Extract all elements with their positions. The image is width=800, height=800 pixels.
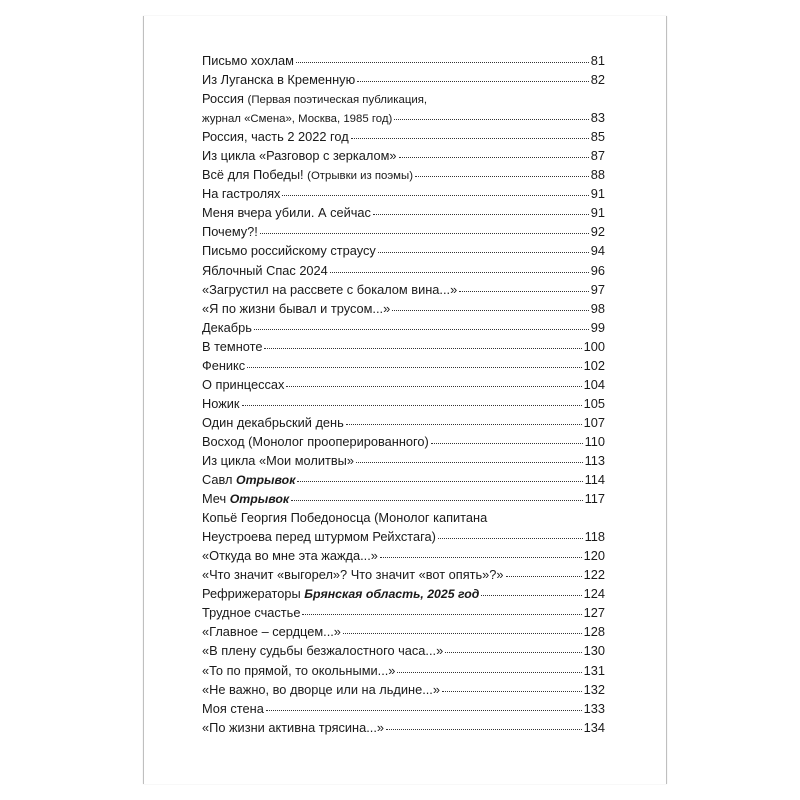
toc-entry-page: 100 [583, 338, 605, 354]
toc-entry-page: 124 [583, 586, 605, 602]
toc-entry-page: 133 [583, 700, 605, 716]
toc-entry [202, 546, 605, 565]
toc-entry-page: 134 [583, 719, 605, 735]
toc-entry-title: «Я по жизни бывал и трусом...» [202, 300, 391, 316]
dot-leader [286, 386, 581, 387]
toc-entry-note: (Первая поэтическая публикация, [247, 94, 428, 107]
toc-entry-page: 113 [584, 452, 605, 468]
dot-leader [373, 214, 589, 215]
dot-leader [356, 462, 583, 463]
toc-entry-continuation: Неустроева перед штурмом Рейхстага) [202, 529, 436, 545]
dot-leader [254, 329, 589, 330]
dot-leader [296, 62, 589, 63]
toc-entry-page: 85 [590, 129, 605, 145]
dot-leader [302, 614, 581, 615]
toc-entry-page: 87 [590, 148, 605, 164]
toc-entry-title: «Загрустил на рассвете с бокалом вина...» [202, 281, 458, 297]
dot-leader [282, 195, 588, 196]
toc-entry-page: 102 [583, 357, 605, 373]
toc-entry [202, 527, 605, 546]
toc-entry [202, 451, 605, 470]
toc-entry-page: 110 [584, 433, 605, 449]
toc-entry-page: 82 [590, 72, 605, 88]
toc-entry [202, 127, 605, 146]
toc-entry [202, 622, 605, 641]
dot-leader [351, 138, 589, 139]
toc-entry-title: Моя стена [202, 700, 264, 716]
toc-entry-page: 118 [584, 529, 605, 545]
toc-entry [202, 184, 605, 203]
toc-entry [202, 489, 605, 508]
toc-entry [202, 565, 605, 584]
toc-entry-page: 131 [583, 662, 605, 678]
toc-entry-title: Один декабрьский день [202, 414, 344, 430]
dot-leader [291, 500, 582, 501]
dot-leader [459, 291, 589, 292]
toc-entry-title: Россия [202, 91, 244, 107]
toc-entry-page: 92 [590, 224, 605, 240]
toc-entry-title: Савл [202, 472, 233, 488]
toc-entry [202, 718, 605, 737]
toc-entry-title: Россия, часть 2 2022 год [202, 129, 349, 145]
toc-entry-subtitle: Отрывок [229, 492, 290, 507]
toc-entry-page: 132 [583, 681, 605, 697]
toc-entry-title: О принцессах [202, 376, 285, 392]
toc-entry-subtitle: Отрывок [236, 473, 296, 488]
table-of-contents [202, 51, 605, 737]
toc-entry-title: Из Луганска в Кременную [202, 72, 356, 88]
toc-entry [202, 470, 605, 489]
toc-entry-page: 122 [583, 567, 605, 583]
toc-entry [202, 432, 605, 451]
toc-entry-page: 97 [590, 281, 605, 297]
toc-entry-page: 99 [590, 319, 605, 335]
toc-entry-title: «По жизни активна трясина...» [202, 719, 385, 735]
toc-entry-title: Декабрь [202, 319, 252, 335]
toc-entry-title: Из цикла «Разговор с зеркалом» [202, 148, 397, 164]
toc-entry-title: Из цикла «Мои молитвы» [202, 452, 354, 468]
toc-entry [202, 337, 605, 356]
dot-leader [357, 81, 589, 82]
toc-entry-title: Рефрижераторы [202, 586, 301, 602]
toc-entry [202, 241, 605, 260]
dot-leader [264, 348, 581, 349]
toc-entry-page: 105 [583, 395, 605, 411]
dot-leader [392, 310, 589, 311]
toc-entry-page: 107 [583, 414, 605, 430]
toc-entry [202, 299, 605, 318]
toc-entry-title: «Главное – сердцем...» [202, 624, 341, 640]
toc-entry-title: «Что значит «выгорел»? Что значит «вот опять»?» [202, 567, 504, 583]
toc-entry [202, 70, 605, 89]
toc-entry-title: Меня вчера убили. А сейчас [202, 205, 371, 221]
dot-leader [297, 481, 582, 482]
toc-entry [202, 699, 605, 718]
toc-entry [202, 413, 605, 432]
toc-entry [202, 108, 605, 127]
toc-entry [202, 318, 605, 337]
toc-entry [202, 680, 605, 699]
toc-entry-title: Восход (Монолог прооперированного) [202, 433, 429, 449]
dot-leader [343, 633, 582, 634]
toc-entry-title: Почему?! [202, 224, 258, 240]
toc-entry-title: Письмо хохлам [202, 53, 294, 68]
toc-entry-page: 127 [583, 605, 605, 621]
toc-entry-title: Ножик [202, 395, 240, 411]
dot-leader [438, 538, 583, 539]
toc-entry-page: 117 [584, 491, 605, 507]
toc-entry-page: 120 [583, 548, 605, 564]
toc-entry [202, 51, 605, 70]
toc-entry-title: Меч [202, 491, 227, 507]
dot-leader [330, 272, 589, 273]
toc-entry-page: 91 [590, 186, 605, 202]
toc-entry-title: Всё для Победы! [202, 167, 304, 183]
dot-leader [431, 443, 583, 444]
dot-leader [445, 652, 581, 653]
dot-leader [397, 672, 581, 673]
toc-entry-page: 114 [584, 472, 605, 488]
toc-entry-title: «Не важно, во дворце или на льдине...» [202, 681, 440, 697]
toc-entry-title: «То по прямой, то окольными...» [202, 662, 396, 678]
dot-leader [415, 176, 589, 177]
toc-entry-subtitle: Брянская область, 2025 год [304, 587, 480, 602]
dot-leader [247, 367, 581, 368]
toc-entry-page: 96 [590, 262, 605, 278]
toc-entry-page: 81 [590, 53, 605, 68]
dot-leader [380, 557, 582, 558]
dot-leader [378, 252, 589, 253]
toc-entry-title: На гастролях [202, 186, 281, 202]
toc-entry-title: «Откуда во мне эта жажда...» [202, 548, 378, 564]
toc-entry-title: Копьё Георгия Победоносца (Монолог капитана [202, 510, 488, 526]
toc-entry-title: Феникс [202, 357, 246, 373]
toc-entry-first-line [202, 508, 605, 527]
toc-entry [202, 165, 605, 184]
toc-entry-page: 130 [583, 643, 605, 659]
toc-entry [202, 641, 605, 660]
dot-leader [242, 405, 582, 406]
toc-entry-title: «В плену судьбы безжалостного часа...» [202, 643, 444, 659]
dot-leader [260, 233, 589, 234]
toc-entry-page: 104 [583, 376, 605, 392]
dot-leader [266, 710, 582, 711]
toc-entry [202, 603, 605, 622]
toc-entry-title: В темноте [202, 338, 263, 354]
toc-entry [202, 146, 605, 165]
dot-leader [442, 691, 582, 692]
toc-entry [202, 661, 605, 680]
toc-entry-title: Трудное счастье [202, 605, 301, 621]
toc-entry-first-line [202, 89, 605, 108]
toc-entry [202, 280, 605, 299]
dot-leader [399, 157, 589, 158]
toc-entry-page: 94 [590, 243, 605, 259]
toc-entry-page: 88 [590, 167, 605, 183]
dot-leader [386, 729, 582, 730]
toc-entry-continuation: журнал «Смена», Москва, 1985 год) [202, 113, 393, 126]
dot-leader [481, 595, 581, 596]
toc-entry [202, 394, 605, 413]
toc-entry [202, 584, 605, 603]
toc-entry [202, 261, 605, 280]
toc-entry [202, 356, 605, 375]
toc-entry [202, 375, 605, 394]
toc-entry-page: 98 [590, 300, 605, 316]
dot-leader [394, 119, 589, 120]
toc-entry [202, 222, 605, 241]
dot-leader [506, 576, 582, 577]
toc-entry-title: Яблочный Спас 2024 [202, 262, 328, 278]
toc-entry-page: 128 [583, 624, 605, 640]
toc-entry [202, 203, 605, 222]
toc-entry-page: 83 [590, 110, 605, 126]
dot-leader [346, 424, 582, 425]
toc-entry-page: 91 [590, 205, 605, 221]
toc-entry-note: (Отрывки из поэмы) [307, 170, 413, 183]
toc-entry-title: Письмо российскому страусу [202, 243, 376, 259]
